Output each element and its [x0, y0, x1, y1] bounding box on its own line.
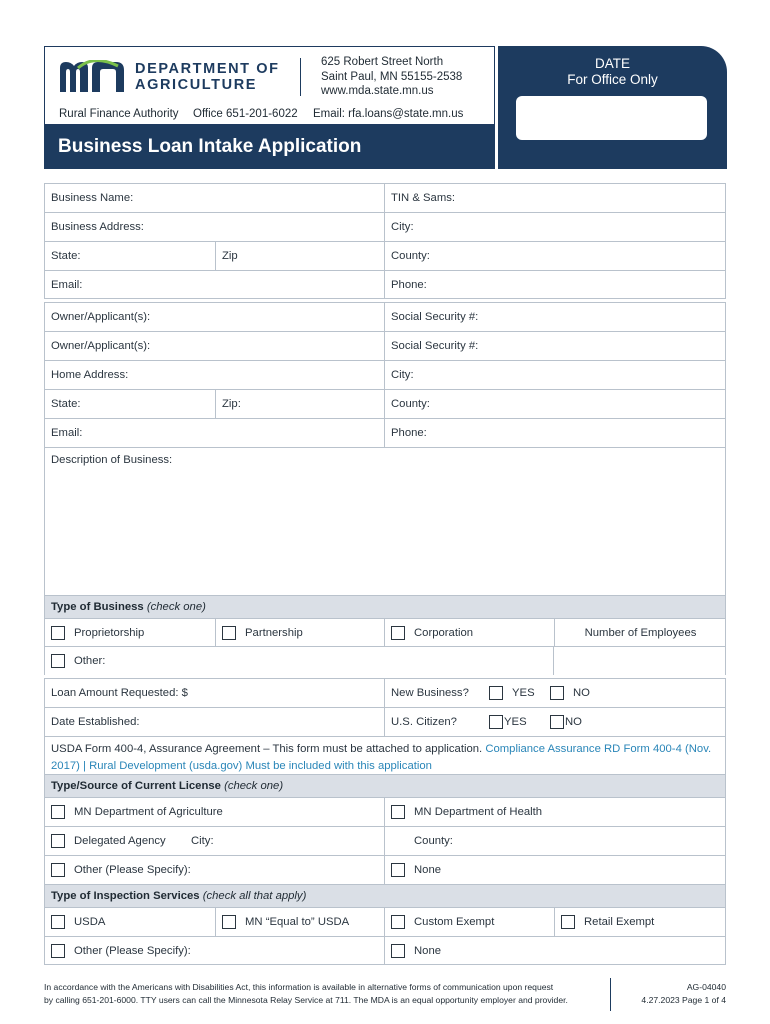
number-of-employees-field[interactable]: Number of Employees — [554, 619, 726, 646]
footer-divider — [610, 978, 611, 1011]
logo-text-department: DEPARTMENT OF — [135, 61, 280, 77]
page-number: 4.27.2023 Page 1 of 4 — [641, 995, 726, 1005]
checkbox-icon[interactable] — [561, 915, 575, 929]
description-label: Description of Business: — [51, 454, 173, 466]
usda-form-link-cont[interactable]: 2017) | Rural Development (usda.gov) Must be included with this application — [51, 759, 432, 772]
office-date-box — [498, 46, 727, 169]
checkbox-usda[interactable]: USDA — [45, 908, 215, 936]
checkbox-delegated-agency[interactable]: Delegated Agency City: — [45, 827, 384, 855]
row-business-type-other — [44, 646, 726, 675]
row-business-email — [44, 270, 726, 299]
delegated-city-field: City: — [191, 835, 214, 847]
checkbox-icon[interactable] — [51, 654, 65, 668]
checkbox-inspection-none[interactable]: None — [384, 937, 726, 964]
row-license-1 — [44, 797, 726, 826]
ada-notice-line1: In accordance with the Americans with Disabilities Act, this information is available in alternative forms of communication upon request — [44, 982, 554, 992]
business-email-field[interactable]: Email: — [51, 278, 83, 291]
address-street: 625 Robert Street North — [321, 56, 444, 68]
checkbox-citizen-no[interactable] — [550, 715, 564, 729]
owner-2-field[interactable]: Owner/Applicant(s): — [51, 340, 151, 352]
address-city: Saint Paul, MN 55155-2538 — [321, 70, 463, 83]
authority-name: Rural Finance Authority — [59, 108, 179, 120]
checkbox-license-other[interactable]: Other (Please Specify): — [45, 856, 384, 884]
form-id: AG-04040 — [686, 982, 726, 992]
checkbox-icon[interactable] — [51, 626, 65, 640]
checkbox-icon[interactable] — [51, 834, 65, 848]
tin-sams-field[interactable]: TIN & Sams: — [384, 184, 726, 212]
checkbox-icon[interactable] — [391, 805, 405, 819]
owner-phone-field[interactable]: Phone: — [384, 419, 726, 447]
row-business-address — [44, 212, 726, 241]
usda-form-link[interactable]: Compliance Assurance RD Form 400-4 (Nov. — [485, 743, 712, 755]
ssn-2-field[interactable]: Social Security #: — [384, 332, 726, 360]
home-zip-field[interactable]: Zip: — [215, 390, 384, 418]
checkbox-icon[interactable] — [391, 915, 405, 929]
date-label: DATE — [594, 56, 630, 71]
checkbox-partnership[interactable]: Partnership — [215, 619, 384, 646]
checkbox-icon[interactable] — [51, 863, 65, 877]
checkbox-custom-exempt[interactable]: Custom Exempt — [384, 908, 554, 936]
page-title: Business Loan Intake Application — [58, 136, 362, 157]
row-date-established — [44, 707, 726, 736]
business-state-field[interactable]: State: — [51, 250, 81, 262]
logo-text-agriculture: AGRICULTURE — [135, 77, 258, 93]
checkbox-proprietorship[interactable]: Proprietorship — [45, 619, 215, 646]
usda-notice — [44, 736, 726, 774]
checkbox-icon[interactable] — [51, 944, 65, 958]
citizen-question: U.S. Citizen? YES NO — [384, 708, 726, 736]
row-owner-2 — [44, 331, 726, 360]
checkbox-icon[interactable] — [222, 915, 236, 929]
checkbox-mn-agriculture[interactable]: MN Department of Agriculture — [45, 798, 384, 826]
delegated-county-field[interactable]: County: — [384, 827, 726, 855]
checkbox-icon[interactable] — [391, 863, 405, 877]
checkbox-mn-equal-usda[interactable]: MN “Equal to” USDA — [215, 908, 384, 936]
checkbox-citizen-yes[interactable] — [489, 715, 503, 729]
description-field[interactable] — [44, 447, 726, 595]
row-home-state — [44, 389, 726, 418]
ada-notice-line2: by calling 651-201-6000. TTY users can call the Minnesota Relay Service at 711. The MDA is an equal opportunity employer and provider. — [44, 995, 568, 1005]
section-business-type: Type of Business (check one) — [44, 595, 726, 618]
owner-email-field[interactable]: Email: — [51, 427, 83, 439]
home-county-field[interactable]: County: — [384, 390, 726, 418]
checkbox-new-business-no[interactable] — [550, 686, 564, 700]
row-business-state — [44, 241, 726, 270]
checkbox-other-business[interactable]: Other: — [45, 647, 554, 675]
row-business-name — [44, 183, 726, 212]
checkbox-icon[interactable] — [391, 626, 405, 640]
row-inspection-2 — [44, 936, 726, 965]
checkbox-inspection-other[interactable]: Other (Please Specify): — [45, 937, 384, 964]
usda-notice-text: USDA Form 400-4, Assurance Agreement – This form must be attached to application. — [51, 743, 483, 755]
checkbox-icon[interactable] — [51, 805, 65, 819]
checkbox-mn-health[interactable]: MN Department of Health — [384, 798, 726, 826]
row-home-address — [44, 360, 726, 389]
loan-amount-field[interactable]: Loan Amount Requested: $ — [51, 687, 188, 699]
checkbox-icon[interactable] — [391, 944, 405, 958]
row-loan-amount — [44, 678, 726, 707]
owner-1-field[interactable]: Owner/Applicant(s): — [51, 311, 151, 323]
row-license-2 — [44, 826, 726, 855]
home-state-field[interactable]: State: — [51, 398, 81, 410]
contact-email[interactable]: Email: rfa.loans@state.mn.us — [313, 108, 464, 120]
checkbox-retail-exempt[interactable]: Retail Exempt — [554, 908, 726, 936]
home-address-field[interactable]: Home Address: — [51, 369, 129, 381]
date-established-field[interactable]: Date Established: — [51, 716, 140, 728]
checkbox-new-business-yes[interactable] — [489, 686, 503, 700]
checkbox-license-none[interactable]: None — [384, 856, 726, 884]
checkbox-corporation[interactable]: Corporation — [384, 619, 554, 646]
website-link[interactable]: www.mda.state.mn.us — [321, 85, 434, 97]
row-owner-email — [44, 418, 726, 447]
row-inspection-1 — [44, 907, 726, 936]
business-county-field[interactable]: County: — [384, 242, 726, 270]
application-form — [44, 183, 726, 965]
checkbox-icon[interactable] — [51, 915, 65, 929]
office-phone: Office 651-201-6022 — [193, 108, 298, 120]
checkbox-icon[interactable] — [222, 626, 236, 640]
business-phone-field[interactable]: Phone: — [384, 271, 726, 298]
business-address-field[interactable]: Business Address: — [51, 221, 144, 233]
mn-logo-icon — [58, 60, 128, 94]
header-divider — [300, 58, 301, 96]
row-business-type-1 — [44, 618, 726, 646]
business-name-field[interactable]: Business Name: — [51, 192, 134, 204]
row-license-3 — [44, 855, 726, 884]
mailing-address — [321, 55, 462, 99]
section-inspection: Type of Inspection Services (check all that apply) — [44, 884, 726, 907]
row-owner-1 — [44, 302, 726, 331]
date-input[interactable] — [516, 96, 707, 140]
mda-logo — [58, 60, 290, 96]
new-business-question: New Business? YES NO — [384, 679, 726, 707]
ada-notice — [44, 981, 604, 1007]
ssn-1-field[interactable]: Social Security #: — [384, 303, 726, 331]
office-only-label: For Office Only — [567, 72, 658, 87]
business-zip-field[interactable]: Zip — [215, 242, 384, 270]
home-city-field[interactable]: City: — [384, 361, 726, 389]
section-license: Type/Source of Current License (check one) — [44, 774, 726, 797]
form-info — [641, 981, 726, 1007]
title-banner — [44, 125, 495, 169]
business-city-field[interactable]: City: — [384, 213, 726, 241]
